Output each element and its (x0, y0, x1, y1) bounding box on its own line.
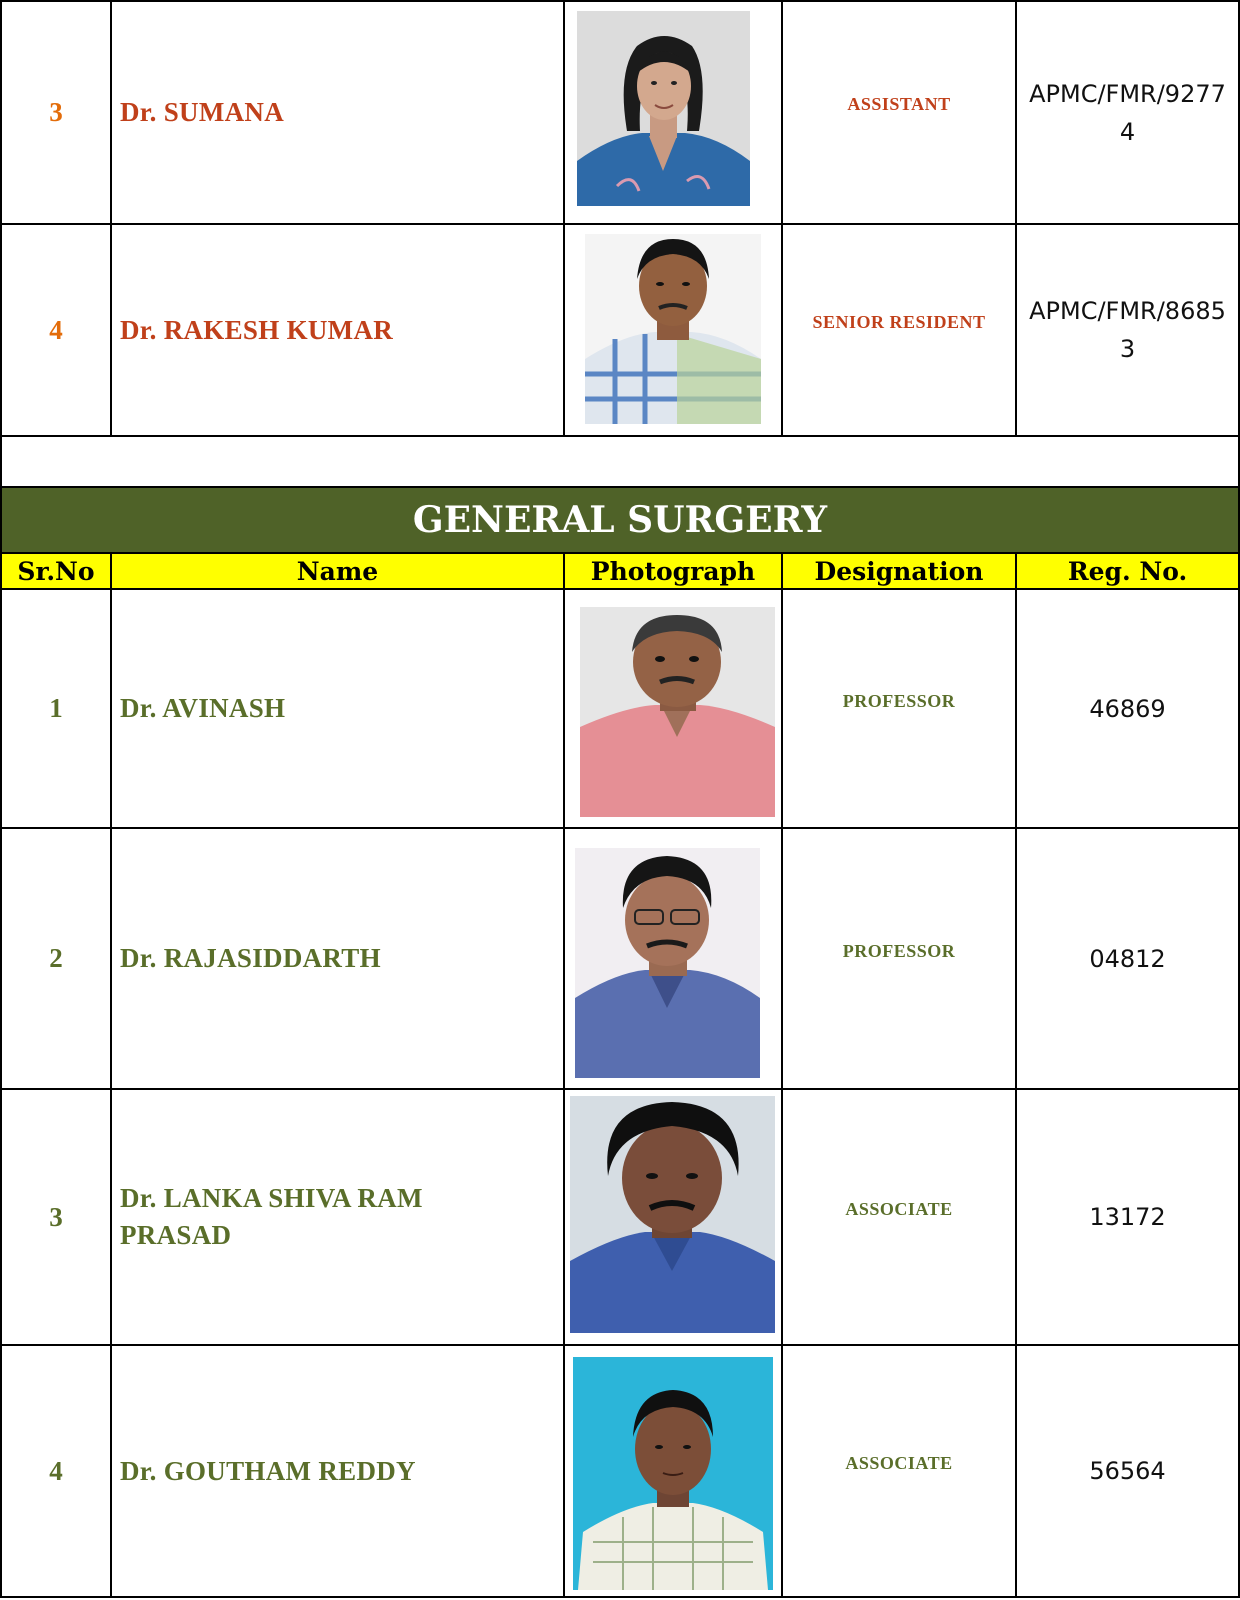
name-text: Dr. LANKA SHIVA RAM PRASAD (120, 1183, 423, 1250)
sr-no-cell: 4 (49, 1455, 63, 1486)
reg-no-cell (1017, 2, 1238, 223)
designation-cell: ASSOCIATE (845, 1199, 953, 1219)
sr-no-cell: 3 (49, 97, 63, 127)
name-cell: Dr. SUMANA (120, 97, 284, 127)
column-header-designation: Designation (814, 556, 984, 586)
designation-cell: ASSOCIATE (845, 1453, 953, 1473)
sr-no-cell: 1 (49, 693, 63, 723)
portrait-photo (577, 11, 750, 206)
reg-no-cell: 13172 (1089, 1203, 1166, 1231)
sr-no-cell: 3 (49, 1201, 63, 1232)
name-cell (112, 1090, 563, 1344)
portrait-photo (575, 848, 760, 1078)
column-header-name: Name (296, 556, 379, 586)
portrait-photo (573, 1357, 773, 1590)
column-header-sr-no: Sr.No (17, 556, 95, 586)
reg-no-cell: 04812 (1089, 944, 1166, 973)
reg-no-text: APMC/FMR/8685 3 (1029, 297, 1226, 363)
designation-cell: PROFESSOR (842, 940, 956, 961)
border-line (563, 0, 565, 437)
border-line (0, 435, 1240, 437)
border-line (563, 552, 565, 1598)
reg-no-cell: 56564 (1089, 1457, 1166, 1485)
sr-no-cell: 2 (49, 943, 63, 973)
designation-cell: ASSISTANT (847, 94, 951, 114)
name-cell: Dr. RAKESH KUMAR (120, 314, 394, 345)
column-header-reg-no: Reg. No. (1067, 556, 1188, 586)
reg-no-cell (1017, 225, 1238, 435)
name-cell: Dr. AVINASH (120, 693, 286, 723)
portrait-photo (570, 1096, 775, 1333)
sr-no-cell: 4 (49, 314, 63, 345)
border-line (0, 1596, 1240, 1598)
name-cell: Dr. RAJASIDDARTH (120, 943, 381, 973)
designation-cell: SENIOR RESIDENT (812, 312, 986, 332)
portrait-photo (585, 234, 761, 424)
reg-no-cell: 46869 (1089, 694, 1166, 723)
designation-cell: PROFESSOR (842, 690, 956, 711)
section-title: GENERAL SURGERY (412, 499, 828, 541)
column-header-photograph: Photograph (590, 556, 756, 586)
reg-no-text: APMC/FMR/9277 4 (1029, 79, 1226, 146)
portrait-photo (580, 607, 775, 817)
name-cell: Dr. GOUTHAM REDDY (120, 1455, 416, 1486)
